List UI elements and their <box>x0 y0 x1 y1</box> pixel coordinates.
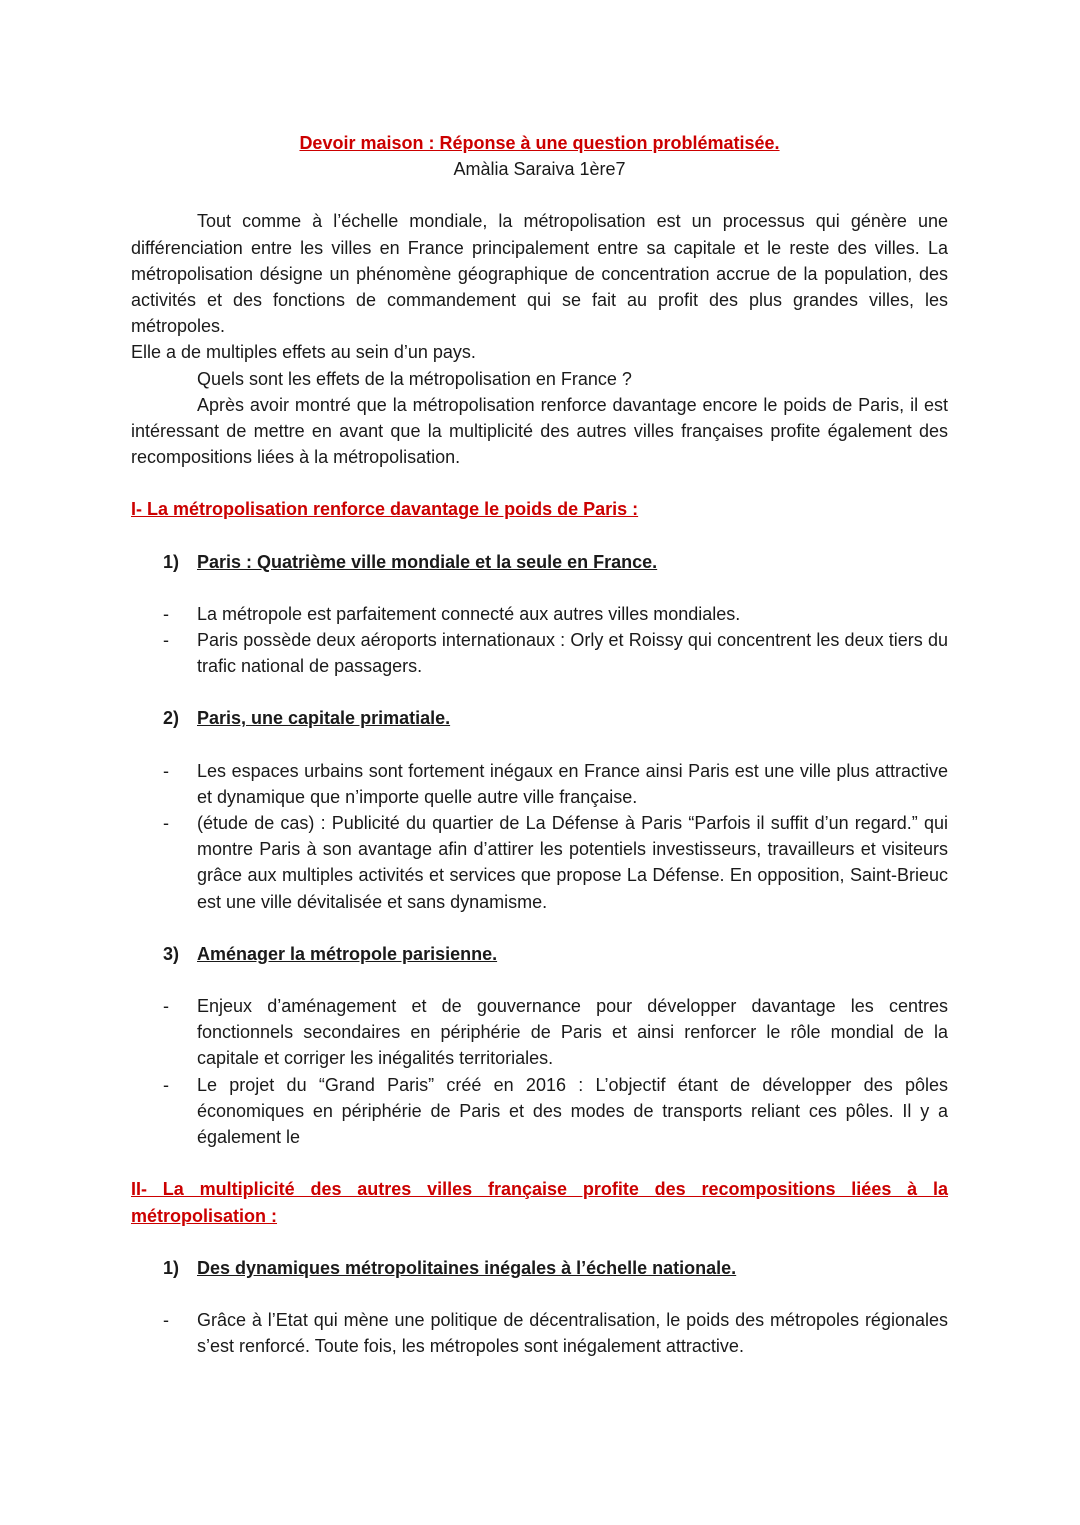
list-item <box>131 993 948 1072</box>
subsection-1-1-heading <box>131 549 948 575</box>
bullet-text: La métropole est parfaitement connecté aux autres villes mondiales. <box>197 603 741 624</box>
list-item <box>131 1072 948 1151</box>
bullet-list <box>131 993 948 1150</box>
subsection-number: 2) <box>163 708 180 729</box>
subsection-1-3-heading <box>131 941 948 967</box>
bullet-dash: - <box>163 813 169 834</box>
section-2-title: II- La multiplicité des autres villes française profite des recompositions liées à la métropolisation : <box>131 1179 948 1226</box>
subsection-title: Aménager la métropole parisienne. <box>197 943 498 964</box>
subsection-2-1-heading <box>131 1255 948 1281</box>
list-item <box>131 1307 948 1359</box>
bullet-dash: - <box>163 1309 169 1330</box>
list-item <box>131 601 948 627</box>
bullet-list <box>131 758 948 915</box>
subsection-number: 3) <box>163 943 180 964</box>
problematic-question: Quels sont les effets de la métropolisation en France ? <box>197 368 632 389</box>
document-page <box>131 130 948 1385</box>
bullet-text: (étude de cas) : Publicité du quartier de La Défense à Paris “Parfois il suffit d’un regard.” qui montre Paris à son avantage afin d’attirer les potentiels investisseurs, travailleurs et visiteurs grâce aux multiples activités et services que propose La Défense. En opposition, Saint-Brieuc est une ville dévitalisée et sans dynamisme. <box>197 813 948 912</box>
subsection-title: Paris : Quatrième ville mondiale et la seule en France. <box>197 551 658 572</box>
bullet-text: Les espaces urbains sont fortement inégaux en France ainsi Paris est une ville plus attractive et dynamique que n’importe quelle autre ville française. <box>197 760 948 807</box>
document-title: Devoir maison : Réponse à une question problématisée. <box>299 133 780 153</box>
bullet-dash: - <box>163 603 169 624</box>
plan-announcement: Après avoir montré que la métropolisation renforce davantage encore le poids de Paris, il est intéressant de mettre en avant que la multiplicité des autres villes françaises profite également des recompositions liées à la métropolisation. <box>131 394 948 468</box>
bullet-list <box>131 601 948 680</box>
list-item <box>131 810 948 915</box>
subsection-number: 1) <box>163 551 180 572</box>
bullet-dash: - <box>163 630 169 651</box>
list-item <box>131 627 948 679</box>
intro-line: Elle a de multiples effets au sein d’un pays. <box>131 342 476 363</box>
subsection-number: 1) <box>163 1257 180 1278</box>
bullet-list <box>131 1307 948 1359</box>
subsection-title: Paris, une capitale primatiale. <box>197 708 451 729</box>
bullet-text: Grâce à l’Etat qui mène une politique de décentralisation, le poids des métropoles régionales s’est renforcé. Toute fois, les métropoles sont inégalement attractive. <box>197 1309 948 1357</box>
bullet-dash: - <box>163 1074 169 1095</box>
bullet-text: Enjeux d’aménagement et de gouvernance pour développer davantage les centres fonctionnels secondaires en périphérie de Paris et ainsi renforcer le rôle mondial de la capitale et corriger les inégalités territoriales. <box>197 996 948 1069</box>
bullet-dash: - <box>163 996 169 1017</box>
bullet-dash: - <box>163 760 169 781</box>
subsection-title: Des dynamiques métropolitaines inégales à l’échelle nationale. <box>197 1257 737 1278</box>
section-1-title: I- La métropolisation renforce davantage le poids de Paris : <box>131 499 639 520</box>
intro-paragraph: Tout comme à l’échelle mondiale, la métropolisation est un processus qui génère une différenciation entre les villes en France principalement entre sa capitale et le reste des villes. La métropolisation désigne un phénomène géographique de concentration accrue de la population, des activités et des fonctions de commandement qui se fait au profit des plus grandes villes, les métropoles. <box>131 211 948 337</box>
bullet-text: Le projet du “Grand Paris” créé en 2016 : L’objectif étant de développer des pôles économiques en périphérie de Paris et des modes de transports reliant ces pôles. Il y a également le <box>197 1074 948 1148</box>
document-author: Amàlia Saraiva 1ère7 <box>453 159 626 180</box>
list-item <box>131 758 948 810</box>
bullet-text: Paris possède deux aéroports internationaux : Orly et Roissy qui concentrent les deux tiers du trafic national de passagers. <box>197 630 948 677</box>
subsection-1-2-heading <box>131 705 948 731</box>
